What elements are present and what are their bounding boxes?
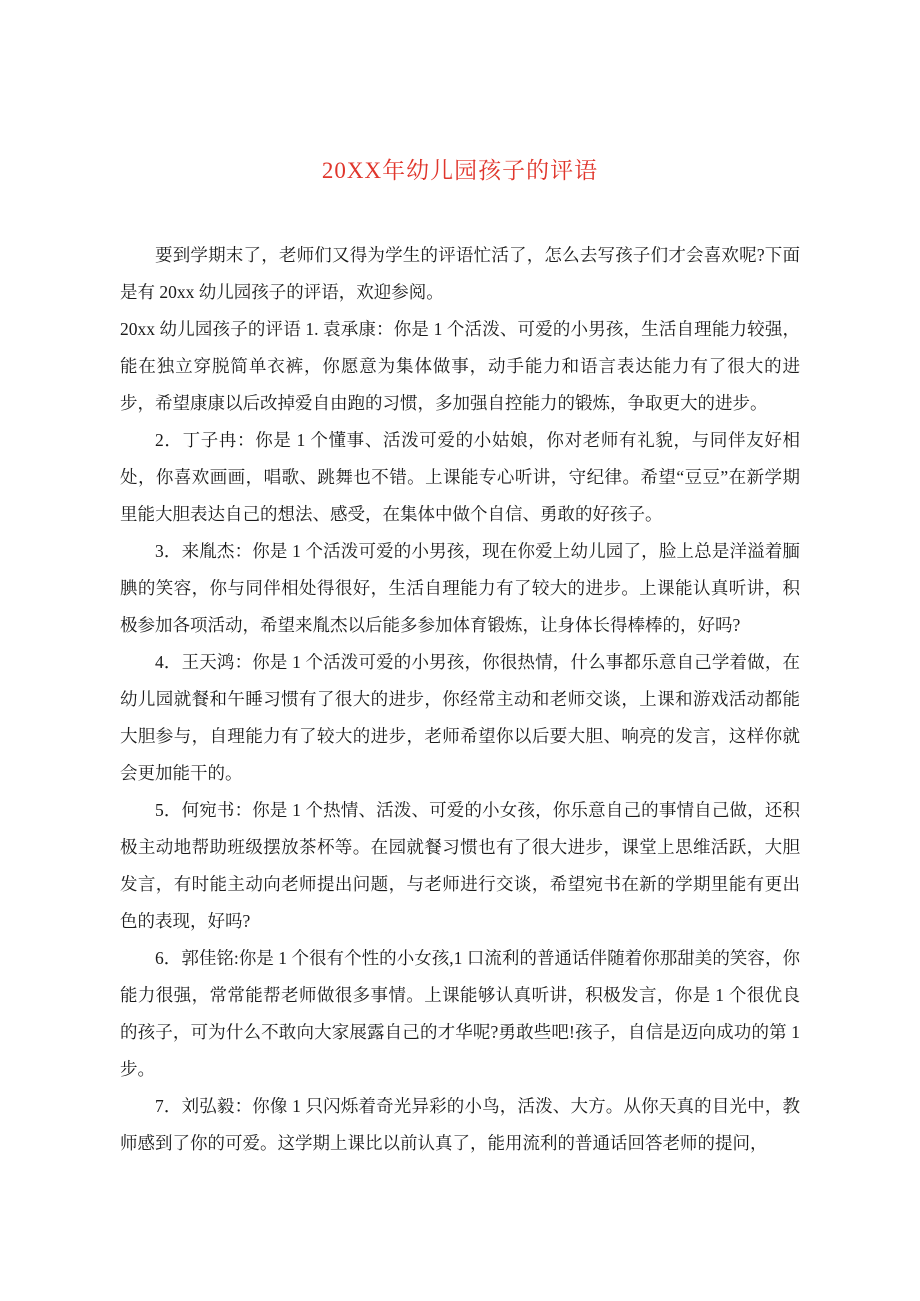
paragraph-comment-6: 6．郭佳铭:你是 1 个很有个性的小女孩,1 口流利的普通话伴随着你那甜美的笑容，你能力很强，常常能帮老师做很多事情。上课能够认真听讲，积极发言，你是 1 个很优良的孩子，可为什么不敢向大家展露自己的才华呢?勇敢些吧!孩子，自信是迈向成功的第 1 步。 (120, 948, 800, 1079)
paragraph-comment-7: 7．刘弘毅：你像 1 只闪烁着奇光异彩的小鸟，活泼、大方。从你天真的目光中，教师感到了你的可爱。这学期上课比以前认真了，能用流利的普通话回答老师的提问， (120, 1096, 800, 1153)
paragraph-intro: 要到学期末了，老师们又得为学生的评语忙活了，怎么去写孩子们才会喜欢呢?下面是有 20xx 幼儿园孩子的评语，欢迎参阅。 (120, 245, 800, 302)
document-title: 20XX年幼儿园孩子的评语 (321, 158, 599, 183)
paragraph-comment-3: 3．来胤杰：你是 1 个活泼可爱的小男孩，现在你爱上幼儿园了，脸上总是洋溢着腼腆的笑容，你与同伴相处得很好，生活自理能力有了较大的进步。上课能认真听讲，积极参加各项活动，希望来胤杰以后能多参加体育锻炼，让身体长得棒棒的，好吗? (120, 541, 800, 635)
paragraph-comment-5: 5．何宛书：你是 1 个热情、活泼、可爱的小女孩，你乐意自己的事情自己做，还积极主动地帮助班级摆放茶杯等。在园就餐习惯也有了很大进步，课堂上思维活跃，大胆发言，有时能主动向老师提出问题，与老师进行交谈，希望宛书在新的学期里能有更出色的表现，好吗? (120, 800, 800, 931)
paragraph-comment-1: 20xx 幼儿园孩子的评语 1. 袁承康：你是 1 个活泼、可爱的小男孩，生活自理能力较强，能在独立穿脱简单衣裤，你愿意为集体做事，动手能力和语言表达能力有了很大的进步，希望康康以后改掉爱自由跑的习惯，多加强自控能力的锻炼，争取更大的进步。 (120, 319, 800, 413)
paragraph-comment-2: 2．丁子冉：你是 1 个懂事、活泼可爱的小姑娘，你对老师有礼貌，与同伴友好相处，你喜欢画画，唱歌、跳舞也不错。上课能专心听讲，守纪律。希望“豆豆”在新学期里能大胆表达自己的想法、感受，在集体中做个自信、勇敢的好孩子。 (120, 430, 800, 524)
paragraph-comment-4: 4．王天鸿：你是 1 个活泼可爱的小男孩，你很热情，什么事都乐意自己学着做，在幼儿园就餐和午睡习惯有了很大的进步，你经常主动和老师交谈，上课和游戏活动都能大胆参与，自理能力有了较大的进步，老师希望你以后要大胆、响亮的发言，这样你就会更加能干的。 (120, 652, 800, 783)
document-body (120, 237, 800, 1162)
